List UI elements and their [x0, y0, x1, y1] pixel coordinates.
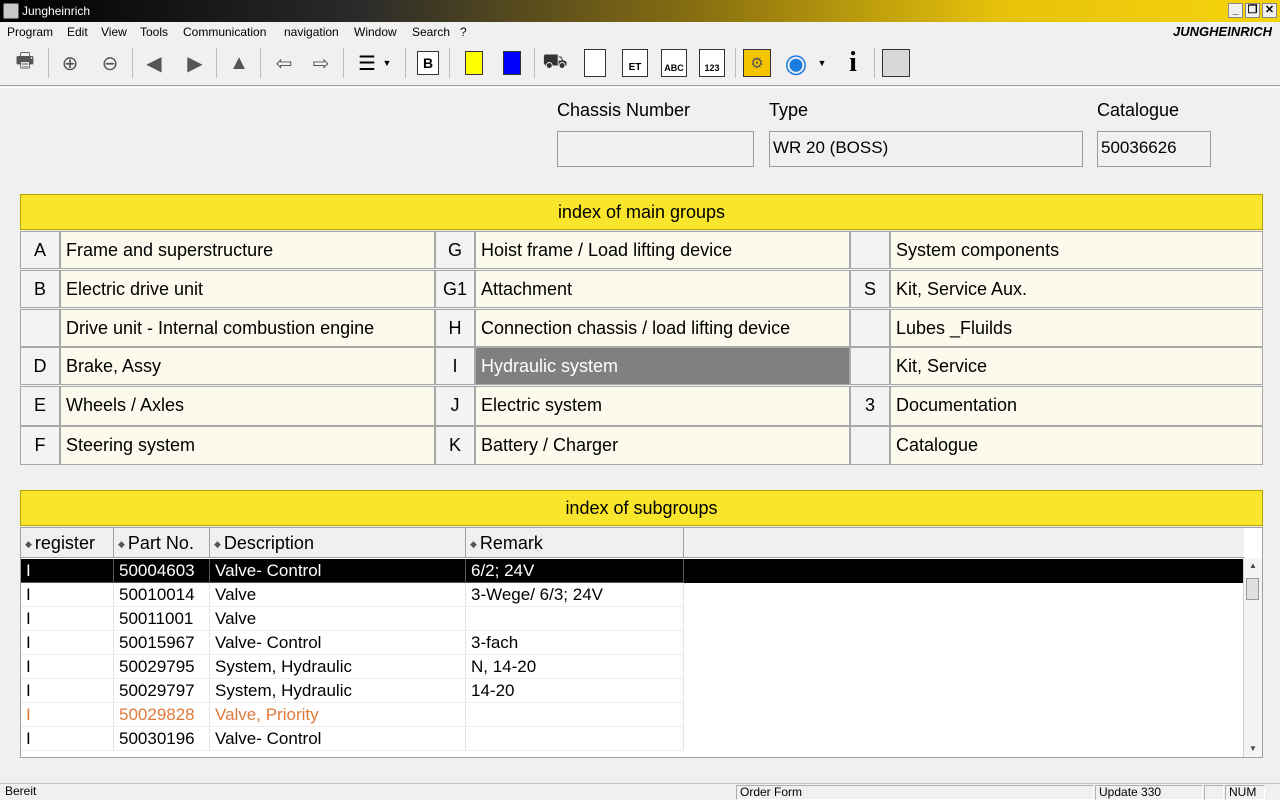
- column-header-description[interactable]: ◆ Description: [210, 528, 466, 558]
- group-hoist-frame[interactable]: Hoist frame / Load lifting device: [475, 231, 850, 269]
- cell-part: 50029795: [114, 655, 210, 679]
- status-update: Update 330: [1095, 785, 1203, 800]
- cell-desc: Valve: [210, 583, 466, 607]
- cell-part: 50029828: [114, 703, 210, 727]
- group-electric-drive[interactable]: Electric drive unit: [60, 270, 435, 308]
- cabinet-icon: [584, 49, 606, 77]
- cell-register: I: [21, 703, 114, 727]
- cell-register: I: [21, 583, 114, 607]
- cell-register: I: [21, 607, 114, 631]
- service-icon: ⚙: [743, 49, 771, 77]
- cell-register: I: [21, 727, 114, 751]
- group-documentation[interactable]: Documentation: [890, 386, 1263, 426]
- group-catalogue[interactable]: Catalogue: [890, 426, 1263, 465]
- cell-remark: 14-20: [466, 679, 684, 703]
- subgroup-list[interactable]: [20, 527, 1263, 758]
- et-button[interactable]: [620, 48, 650, 78]
- cell-register: I: [21, 631, 114, 655]
- sort-icon: ◆: [25, 539, 32, 550]
- sort-icon: ◆: [470, 539, 477, 550]
- print-icon[interactable]: 🖶: [15, 50, 35, 72]
- cell-register: I: [21, 679, 114, 703]
- group-letter[interactable]: I: [435, 347, 475, 385]
- group-steering-system[interactable]: Steering system: [60, 426, 435, 465]
- scroll-up-icon[interactable]: ▲: [1249, 561, 1257, 570]
- column-header-filler: [684, 528, 1244, 558]
- sort-icon: ◆: [118, 539, 125, 550]
- subgroups-header: index of subgroups: [20, 490, 1263, 526]
- cell-remark: [466, 727, 684, 751]
- menu-tools[interactable]: Tools: [140, 25, 169, 39]
- group-frame-superstructure[interactable]: Frame and superstructure: [60, 231, 435, 269]
- group-letter[interactable]: K: [435, 426, 475, 465]
- chevron-down-icon[interactable]: ▼: [817, 58, 827, 68]
- toolbar-separator: [343, 48, 344, 78]
- table-row[interactable]: [21, 559, 1243, 583]
- group-brake-assy[interactable]: Brake, Assy: [60, 347, 435, 385]
- cell-desc: Valve- Control: [210, 727, 466, 751]
- table-row[interactable]: [21, 631, 1243, 655]
- group-attachment[interactable]: Attachment: [475, 270, 850, 308]
- toolbar-separator: [735, 48, 736, 78]
- group-letter[interactable]: D: [20, 347, 60, 385]
- chassis-number-label: Chassis Number: [557, 100, 691, 120]
- info-icon[interactable]: i: [849, 47, 857, 78]
- cell-desc: Valve, Priority: [210, 703, 466, 727]
- cell-remark: N, 14-20: [466, 655, 684, 679]
- restore-button[interactable]: ❐: [1245, 3, 1260, 18]
- table-row[interactable]: [21, 655, 1243, 679]
- menu-search[interactable]: Search: [412, 25, 451, 39]
- toolbar-separator: [260, 48, 261, 78]
- brand-text: JUNGHEINRICH: [1173, 24, 1272, 39]
- forklift-icon[interactable]: ⛟: [542, 50, 568, 73]
- cell-register: I: [21, 559, 114, 583]
- toolbar-separator: [449, 48, 450, 78]
- cell-part: 50004603: [114, 559, 210, 583]
- table-row[interactable]: [21, 703, 1243, 727]
- type-field[interactable]: WR 20 (BOSS): [769, 131, 1083, 167]
- toolbar-separator: [534, 48, 535, 78]
- status-ready: Bereit: [5, 784, 37, 798]
- status-num: NUM: [1225, 785, 1265, 800]
- cell-part: 50030196: [114, 727, 210, 751]
- group-lubes-fluids[interactable]: Lubes _Fluilds: [890, 309, 1263, 347]
- book-icon: B: [417, 51, 439, 75]
- table-row[interactable]: [21, 679, 1243, 703]
- cell-desc: System, Hydraulic: [210, 655, 466, 679]
- back-arrow-icon[interactable]: ⇦: [275, 52, 293, 75]
- group-connection-chassis[interactable]: Connection chassis / load lifting device: [475, 309, 850, 347]
- catalogue-label: Catalogue: [1097, 100, 1180, 120]
- abc-icon: ABC: [661, 49, 687, 77]
- scroll-down-icon[interactable]: ▼: [1249, 744, 1257, 753]
- previous-icon[interactable]: ◀: [146, 52, 162, 75]
- group-letter[interactable]: [850, 231, 890, 269]
- cell-remark: 3-Wege/ 6/3; 24V: [466, 583, 684, 607]
- column-header-remark[interactable]: ◆ Remark: [466, 528, 684, 558]
- group-letter[interactable]: 3: [850, 386, 890, 426]
- menu-navigation[interactable]: navigation: [284, 25, 339, 39]
- group-letter[interactable]: [850, 426, 890, 465]
- et-icon: ET: [622, 49, 648, 77]
- menu-program[interactable]: Program: [7, 25, 54, 39]
- number-icon: 123: [699, 49, 725, 77]
- globe-icon[interactable]: ◉: [784, 47, 808, 78]
- cell-part: 50029797: [114, 679, 210, 703]
- toolbar: [0, 42, 1280, 86]
- cell-desc: Valve- Control: [210, 631, 466, 655]
- archive-button[interactable]: [881, 48, 911, 78]
- number-button[interactable]: [697, 48, 727, 78]
- group-letter[interactable]: F: [20, 426, 60, 465]
- group-letter[interactable]: [20, 309, 60, 347]
- group-letter[interactable]: S: [850, 270, 890, 308]
- group-system-components[interactable]: System components: [890, 231, 1263, 269]
- blue-marker-button[interactable]: [497, 48, 527, 78]
- brand-logo: [1173, 24, 1272, 39]
- status-bar: [0, 783, 1280, 800]
- menu-communication[interactable]: Communication: [183, 25, 267, 39]
- group-letter[interactable]: G: [435, 231, 475, 269]
- group-wheels-axles[interactable]: Wheels / Axles: [60, 386, 435, 426]
- scroll-thumb[interactable]: [1246, 578, 1259, 600]
- main-groups-header: index of main groups: [20, 194, 1263, 230]
- cell-part: 50010014: [114, 583, 210, 607]
- bookmark-button[interactable]: [413, 48, 443, 78]
- toolbar-separator: [132, 48, 133, 78]
- cell-part: 50011001: [114, 607, 210, 631]
- yellow-swatch-icon: [465, 51, 483, 75]
- sort-icon: ◆: [214, 539, 221, 550]
- up-icon[interactable]: ▲: [229, 51, 249, 74]
- group-drive-unit-combustion[interactable]: Drive unit - Internal combustion engine: [60, 309, 435, 347]
- cell-remark: [466, 703, 684, 727]
- archive-icon: [882, 49, 910, 77]
- group-letter[interactable]: [850, 309, 890, 347]
- group-battery-charger[interactable]: Battery / Charger: [475, 426, 850, 465]
- menu-edit[interactable]: Edit: [67, 25, 88, 39]
- group-letter[interactable]: G1: [435, 270, 475, 308]
- forward-arrow-icon[interactable]: ⇨: [312, 52, 330, 75]
- cell-remark: [466, 607, 684, 631]
- cell-remark: 6/2; 24V: [466, 559, 684, 583]
- group-kit-service[interactable]: Kit, Service: [890, 347, 1263, 385]
- app-icon[interactable]: [3, 3, 19, 19]
- vertical-scrollbar[interactable]: [1243, 558, 1262, 757]
- zoom-in-icon[interactable]: ⊕: [61, 52, 79, 75]
- group-letter[interactable]: E: [20, 386, 60, 426]
- minimize-button[interactable]: _: [1228, 3, 1243, 18]
- catalogue-field[interactable]: 50036626: [1097, 131, 1211, 167]
- abc-button[interactable]: [659, 48, 689, 78]
- status-order-form: Order Form: [736, 785, 1094, 800]
- table-row[interactable]: [21, 607, 1243, 631]
- title-bar: [0, 0, 1280, 22]
- group-kit-service-aux[interactable]: Kit, Service Aux.: [890, 270, 1263, 308]
- chevron-down-icon[interactable]: ▼: [382, 58, 392, 68]
- cell-desc: Valve- Control: [210, 559, 466, 583]
- column-header-register[interactable]: ◆ register: [21, 528, 114, 558]
- toolbar-separator: [48, 48, 49, 78]
- table-row[interactable]: [21, 727, 1243, 751]
- toolbar-separator: [874, 48, 875, 78]
- cell-register: I: [21, 655, 114, 679]
- group-letter[interactable]: B: [20, 270, 60, 308]
- cell-desc: Valve: [210, 607, 466, 631]
- next-icon[interactable]: ▶: [187, 52, 203, 75]
- blue-swatch-icon: [503, 51, 521, 75]
- group-letter[interactable]: H: [435, 309, 475, 347]
- main-panel: [0, 87, 1280, 783]
- window-title: Jungheinrich: [22, 4, 91, 18]
- service-button[interactable]: [742, 48, 772, 78]
- menu-view[interactable]: View: [101, 25, 127, 39]
- type-label: Type: [769, 100, 809, 120]
- close-button[interactable]: ✕: [1262, 3, 1277, 18]
- chassis-number-field[interactable]: [557, 131, 754, 167]
- cabinet-button[interactable]: [580, 48, 610, 78]
- cell-part: 50015967: [114, 631, 210, 655]
- cell-desc: System, Hydraulic: [210, 679, 466, 703]
- group-letter[interactable]: A: [20, 231, 60, 269]
- menu-help[interactable]: ?: [460, 25, 467, 39]
- group-letter[interactable]: J: [435, 386, 475, 426]
- zoom-out-icon[interactable]: ⊖: [101, 52, 119, 75]
- status-empty: [1204, 785, 1224, 800]
- toolbar-separator: [216, 48, 217, 78]
- menu-window[interactable]: Window: [354, 25, 397, 39]
- yellow-marker-button[interactable]: [459, 48, 489, 78]
- group-electric-system[interactable]: Electric system: [475, 386, 850, 426]
- tree-view-icon[interactable]: ☰: [358, 52, 376, 75]
- column-header-part-no[interactable]: ◆ Part No.: [114, 528, 210, 558]
- menu-bar: [0, 22, 1280, 42]
- group-hydraulic-system[interactable]: Hydraulic system: [475, 347, 850, 385]
- table-row[interactable]: [21, 583, 1243, 607]
- cell-remark: 3-fach: [466, 631, 684, 655]
- group-letter[interactable]: [850, 347, 890, 385]
- toolbar-separator: [405, 48, 406, 78]
